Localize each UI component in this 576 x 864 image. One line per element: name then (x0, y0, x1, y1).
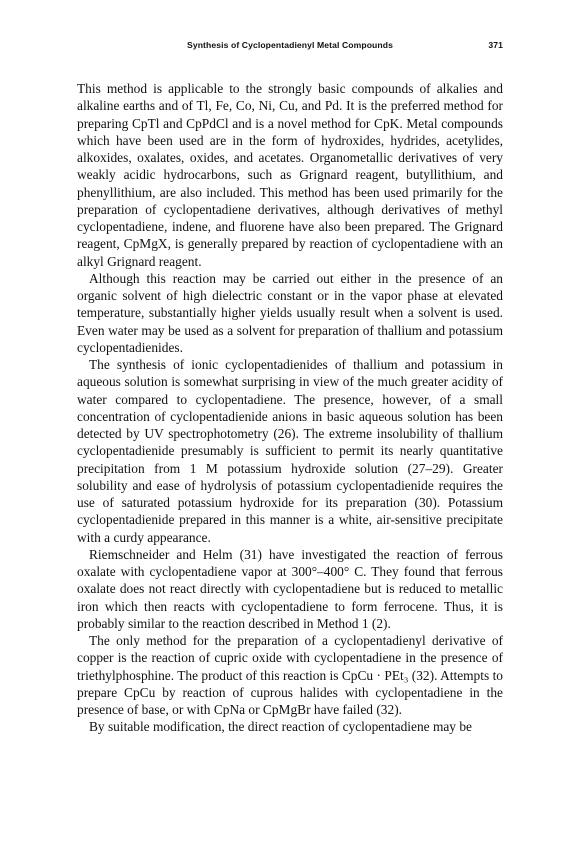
body-text (77, 80, 503, 736)
paragraph: Although this reaction may be carried out either in the presence of an organic solvent of high dielectric constant or in the vapor phase at elevated temperature, substantially higher yields usually result when a solvent is used. Even water may be used as a solvent for preparation of thallium and potassium cyclopentadienides. (77, 270, 503, 355)
running-header (77, 38, 503, 58)
paragraph: By suitable modification, the direct reaction of cyclopentadiene may be (89, 719, 472, 735)
paragraph: This method is applicable to the strongly basic compounds of alkalies and alkaline earths and of Tl, Fe, Co, Ni, Cu, and Pd. It is the preferred method for preparing CpTl and CpPdCl and is a novel method for CpK. Metal compounds which have been used are in the form of hydroxides, hydrides, acetylides, alkoxides, oxalates, oxides, and acetates. Organometallic derivatives of very weakly acidic hydrocarbons, such as Grignard reagent, butyllithium, and phenyllithium, are also included. This method has been used primarily for the preparation of cyclopentadiene derivatives, although derivatives of methyl cyclopentadiene, indene, and fluorene have also been prepared. The Grignard reagent, CpMgX, is generally prepared by reaction of cyclopentadiene with an alkyl Grignard reagent. (77, 81, 503, 269)
page-number: 371 (488, 40, 503, 50)
paragraph: The only method for the preparation of a cyclopentadienyl derivative of copper is the reaction of cupric oxide with cyclopentadiene in the presence of triethylphosphine. The product of this reaction is CpCu · PEt₃ (32). Attempts to prepare CpCu by reaction of cuprous halides with cyclopentadiene in the presence of base, or with CpNa or CpMgBr have failed (32). (77, 633, 503, 717)
running-title: Synthesis of Cyclopentadienyl Metal Compounds (186, 40, 393, 50)
book-page (77, 38, 503, 736)
paragraph: Riemschneider and Helm (31) have investigated the reaction of ferrous oxalate with cyclopentadiene vapor at 300°–400° C. They found that ferrous oxalate does not react directly with cyclopentadiene but is reduced to metallic iron which then reacts with cyclopentadiene to form ferrocene. Thus, it is probably similar to the reaction described in Method 1 (2). (77, 546, 503, 631)
paragraph: The synthesis of ionic cyclopentadienides of thallium and potassium in aqueous solution is somewhat surprising in view of the much greater acidity of water compared to cyclopentadiene. The presence, however, of a small concentration of cyclopentadienide anions in basic aqueous solution has been detected by UV spectrophotometry (26). The extreme insolubility of thallium cyclopentadienide presumably is sufficient to permit its nearly quantitative precipitation from 1 M potassium hydroxide solution (27–29). Greater solubility and ease of hydrolysis of potassium cyclopentadienide requires the use of saturated potassium hydroxide for its preparation (30). Potassium cyclopentadienide prepared in this manner is a white, air-sensitive precipitate with a curdy appearance. (77, 357, 503, 545)
